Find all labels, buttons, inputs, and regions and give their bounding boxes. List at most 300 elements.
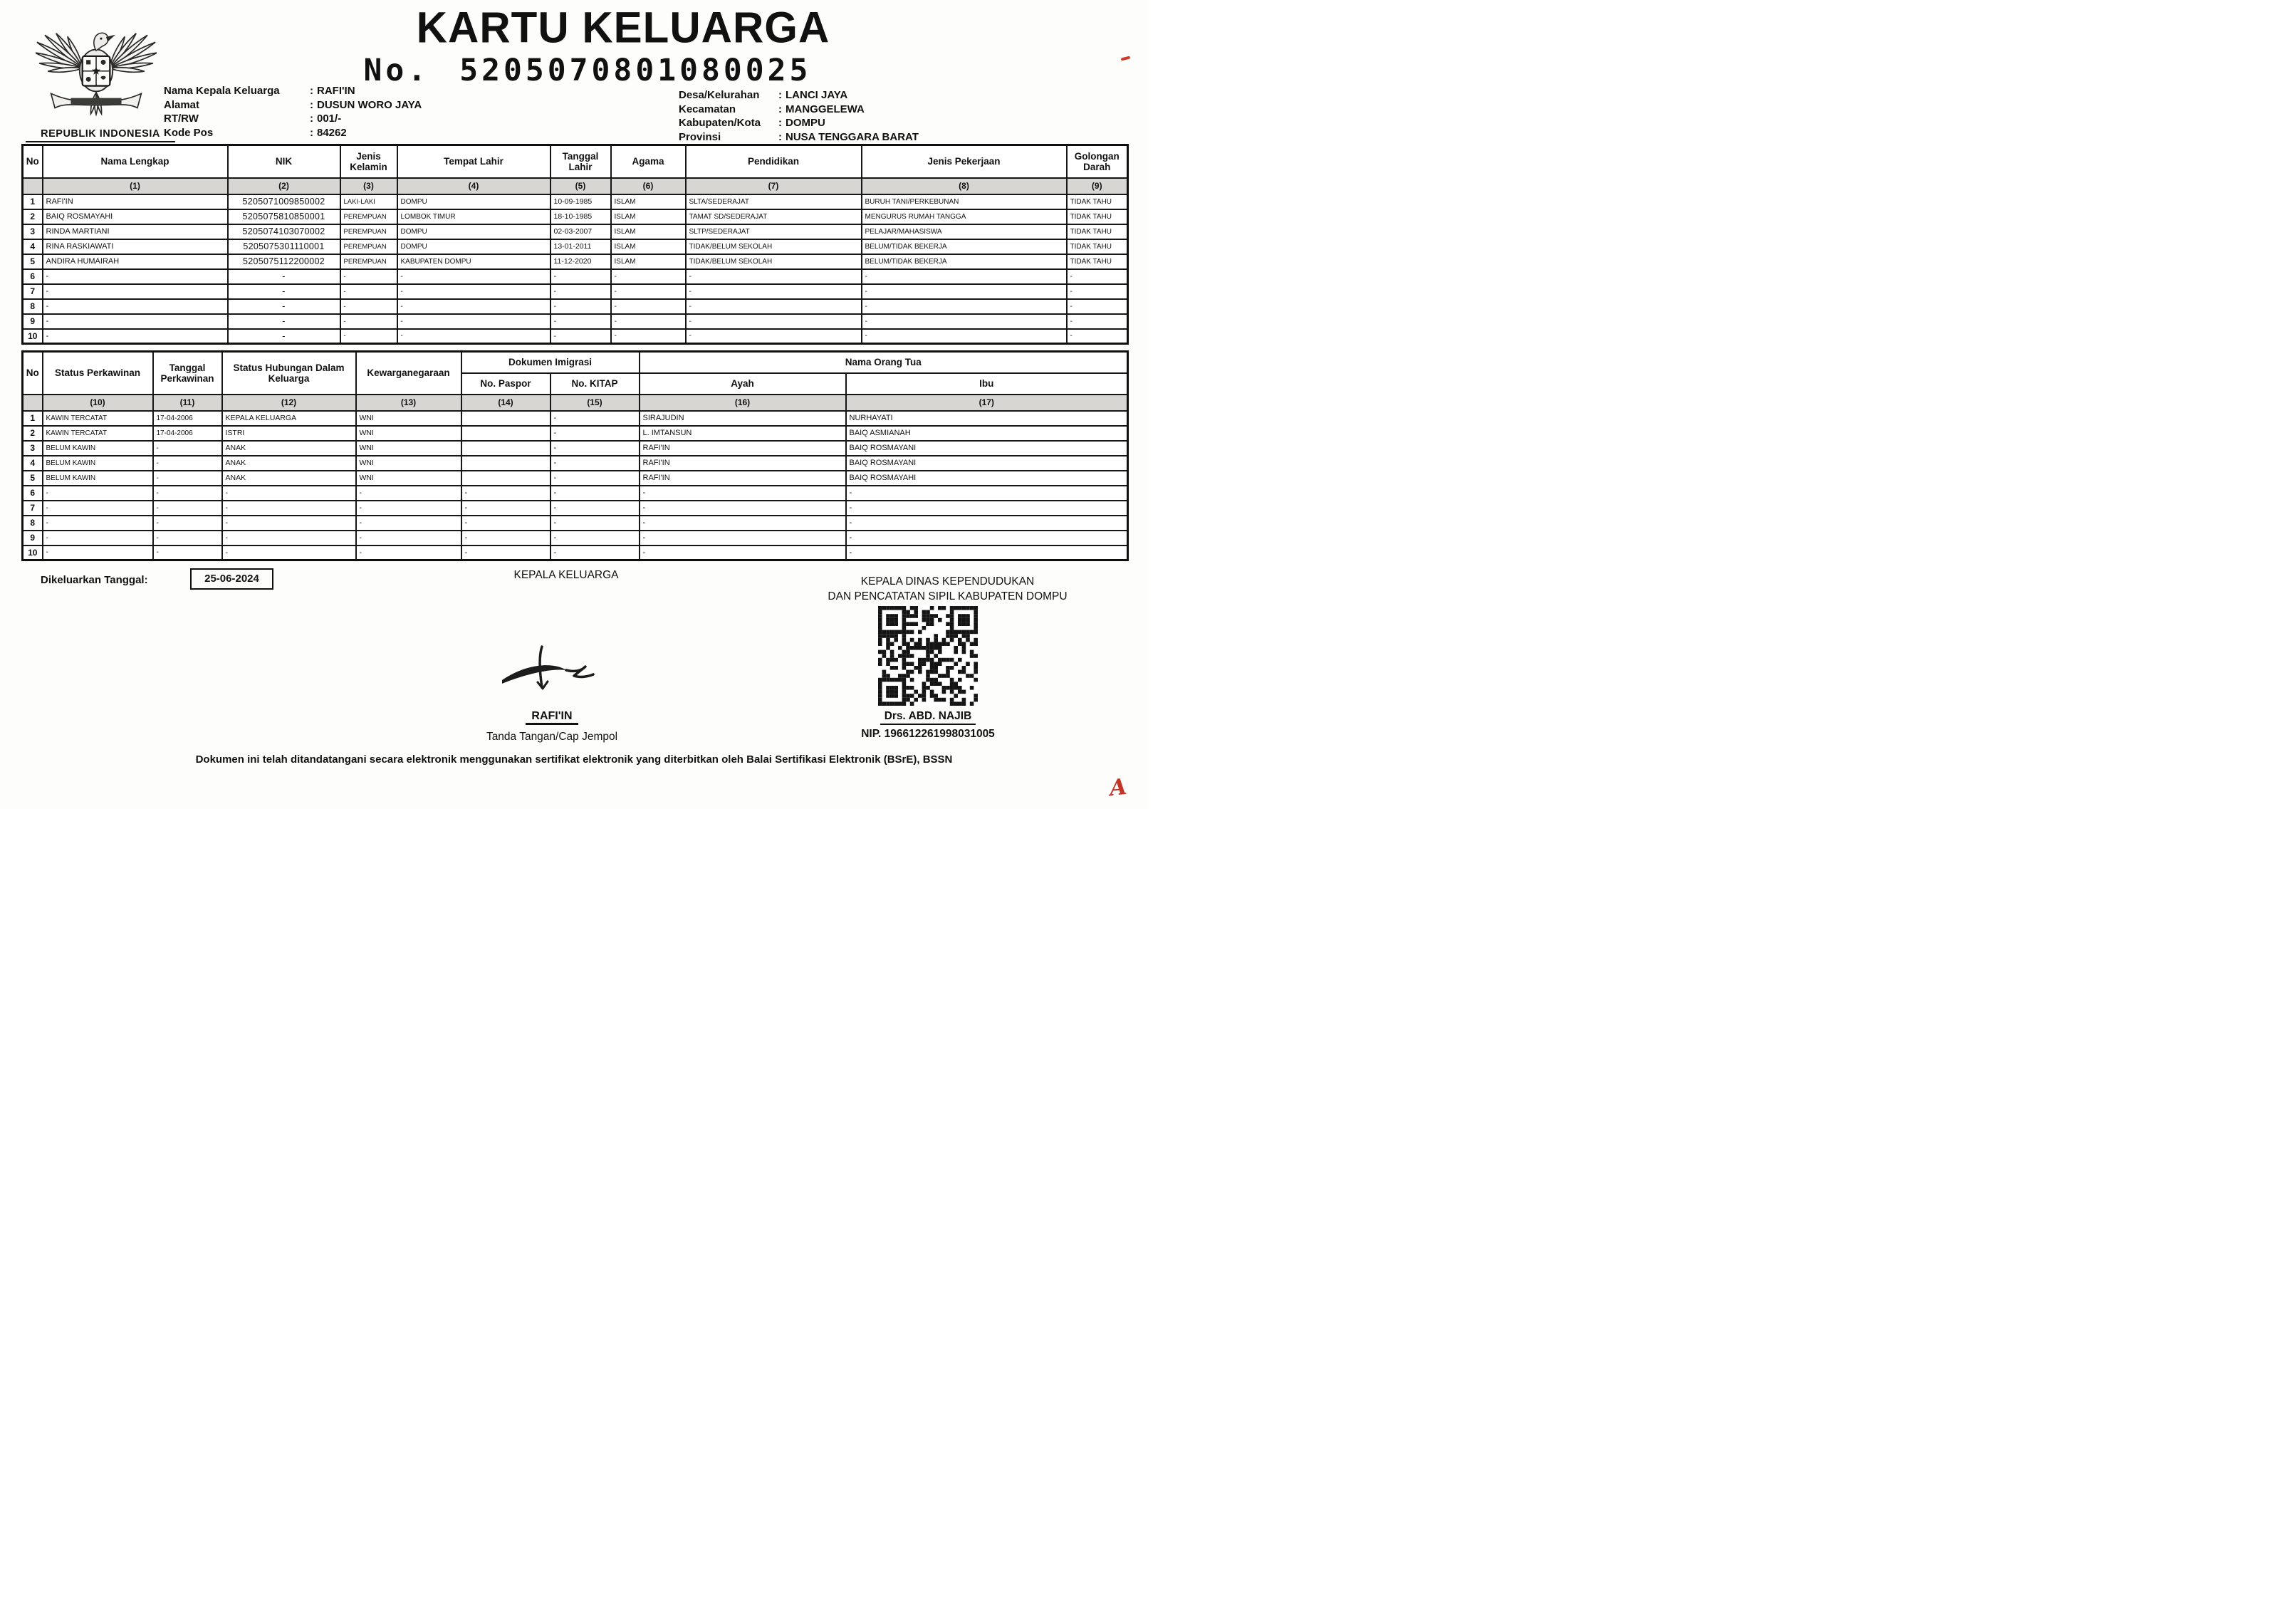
table-cell: - xyxy=(846,546,1128,560)
column-number-cell: (6) xyxy=(611,178,686,194)
table-row xyxy=(23,441,1128,456)
official-title-line1: KEPALA DINAS KEPENDUDUKAN xyxy=(860,575,1035,588)
info-label: Desa/Kelurahan xyxy=(679,89,760,101)
table-cell: PEREMPUAN xyxy=(340,224,397,239)
table-cell: - xyxy=(640,516,846,531)
table-row xyxy=(23,299,1128,314)
table-row xyxy=(23,284,1128,299)
column-number-cell: (3) xyxy=(340,178,397,194)
column-number-row xyxy=(23,178,1128,194)
table-cell: - xyxy=(340,314,397,329)
table-cell: - xyxy=(846,516,1128,531)
table-cell: - xyxy=(153,501,222,516)
table-cell: - xyxy=(153,441,222,456)
official-title xyxy=(753,574,1142,604)
table-cell: - xyxy=(550,329,611,344)
table-cell: - xyxy=(1067,299,1128,314)
official-name xyxy=(762,710,1094,723)
page-title: KARTU KELUARGA xyxy=(416,3,830,52)
table-cell: KAWIN TERCATAT xyxy=(43,426,153,441)
household-info-block xyxy=(164,84,422,140)
column-number-cell: (11) xyxy=(153,395,222,411)
info-value: LANCI JAYA xyxy=(786,89,848,101)
table-cell: - xyxy=(550,284,611,299)
table-cell: - xyxy=(228,314,340,329)
column-number-cell: (17) xyxy=(846,395,1128,411)
table-cell: TIDAK/BELUM SEKOLAH xyxy=(686,239,862,254)
table-cell: - xyxy=(862,269,1067,284)
table-cell: 5205075112200002 xyxy=(228,254,340,269)
table-row xyxy=(23,269,1128,284)
table-cell: 10 xyxy=(23,329,43,344)
official-name-text: Drs. ABD. NAJIB xyxy=(880,710,976,725)
table-cell: - xyxy=(1067,329,1128,344)
info-value: DOMPU xyxy=(786,117,825,129)
column-number-cell: (8) xyxy=(862,178,1067,194)
table-cell: BAIQ ROSMAYAHI xyxy=(43,209,228,224)
table-cell: 2 xyxy=(23,426,43,441)
info-row xyxy=(679,130,919,145)
col-no-kitap: No. KITAP xyxy=(550,373,640,395)
table-cell: PELAJAR/MAHASISWA xyxy=(862,224,1067,239)
table-cell: - xyxy=(43,314,228,329)
table-cell: 5205075301110001 xyxy=(228,239,340,254)
table-row xyxy=(23,209,1128,224)
head-of-family-name-text: RAFI'IN xyxy=(526,710,578,725)
garuda-pancasila-emblem xyxy=(36,6,157,125)
table-cell: ANAK xyxy=(222,441,356,456)
table-row xyxy=(23,501,1128,516)
table-cell: LOMBOK TIMUR xyxy=(397,209,550,224)
table-cell: - xyxy=(640,486,846,501)
info-label: Kabupaten/Kota xyxy=(679,117,761,129)
table-cell: - xyxy=(43,329,228,344)
table-cell: - xyxy=(550,546,640,560)
civil-status-table xyxy=(21,350,1129,561)
table-cell: - xyxy=(461,531,550,546)
col-no: No xyxy=(23,352,43,395)
table-cell: - xyxy=(153,486,222,501)
table-cell: BELUM KAWIN xyxy=(43,471,153,486)
table-cell: - xyxy=(356,501,461,516)
table-cell: BELUM/TIDAK BEKERJA xyxy=(862,254,1067,269)
table-cell: - xyxy=(222,531,356,546)
table-cell: 2 xyxy=(23,209,43,224)
column-number-cell: (10) xyxy=(43,395,153,411)
table-cell: - xyxy=(846,501,1128,516)
document-number-label: No. xyxy=(363,53,430,88)
table-cell: - xyxy=(686,299,862,314)
table-cell: ANDIRA HUMAIRAH xyxy=(43,254,228,269)
table-cell: BAIQ ASMIANAH xyxy=(846,426,1128,441)
info-value: NUSA TENGGARA BARAT xyxy=(786,130,919,143)
official-nip: NIP. 196612261998031005 xyxy=(861,728,995,740)
signature-caption: Tanda Tangan/Cap Jempol xyxy=(486,731,618,743)
table-cell: - xyxy=(611,299,686,314)
table-cell: WNI xyxy=(356,411,461,426)
table-cell: MENGURUS RUMAH TANGGA xyxy=(862,209,1067,224)
col-status-hubungan: Status Hubungan Dalam Keluarga xyxy=(222,352,356,395)
table-cell: 7 xyxy=(23,284,43,299)
table-cell: - xyxy=(611,329,686,344)
info-row xyxy=(679,88,919,103)
table-cell: - xyxy=(153,456,222,471)
issued-date-label: Dikeluarkan Tanggal: xyxy=(41,574,148,586)
info-value: MANGGELEWA xyxy=(786,103,865,115)
table-cell: - xyxy=(550,501,640,516)
table-cell: 1 xyxy=(23,194,43,209)
table-cell: PEREMPUAN xyxy=(340,239,397,254)
colon: : xyxy=(310,98,313,111)
col-tempat-lahir: Tempat Lahir xyxy=(397,145,550,178)
table-cell: NURHAYATI xyxy=(846,411,1128,426)
table-cell: ISLAM xyxy=(611,209,686,224)
table-cell: - xyxy=(862,314,1067,329)
table-cell: - xyxy=(611,314,686,329)
table-cell: - xyxy=(611,284,686,299)
table-cell: 4 xyxy=(23,239,43,254)
info-row xyxy=(679,116,919,130)
table-cell: - xyxy=(397,269,550,284)
table-cell: TAMAT SD/SEDERAJAT xyxy=(686,209,862,224)
table-cell: KABUPATEN DOMPU xyxy=(397,254,550,269)
column-number-cell xyxy=(23,395,43,411)
head-of-family-title: KEPALA KELUARGA xyxy=(513,569,619,581)
table-cell: - xyxy=(461,501,550,516)
col-no-paspor: No. Paspor xyxy=(461,373,550,395)
info-value: RAFI'IN xyxy=(317,85,355,97)
column-number-cell: (16) xyxy=(640,395,846,411)
table-row xyxy=(23,456,1128,471)
table-cell: 17-04-2006 xyxy=(153,411,222,426)
head-of-family-name xyxy=(385,710,719,723)
table-cell: - xyxy=(397,299,550,314)
table-cell: BELUM/TIDAK BEKERJA xyxy=(862,239,1067,254)
table-cell: DOMPU xyxy=(397,239,550,254)
info-row xyxy=(679,103,919,117)
table-cell: - xyxy=(640,501,846,516)
table-row xyxy=(23,411,1128,426)
column-number-cell: (1) xyxy=(43,178,228,194)
col-ayah: Ayah xyxy=(640,373,846,395)
table-row xyxy=(23,471,1128,486)
colon: : xyxy=(310,126,313,139)
table-row xyxy=(23,224,1128,239)
col-jenis-pekerjaan: Jenis Pekerjaan xyxy=(862,145,1067,178)
table-cell: - xyxy=(640,531,846,546)
table-cell: - xyxy=(550,269,611,284)
table-cell: WNI xyxy=(356,441,461,456)
table-cell: 5 xyxy=(23,471,43,486)
table-cell: RAFI'IN xyxy=(640,441,846,456)
col-nama-orang-tua: Nama Orang Tua xyxy=(640,352,1128,373)
qr-code xyxy=(878,606,978,706)
col-dokumen-imigrasi: Dokumen Imigrasi xyxy=(461,352,640,373)
table-cell: - xyxy=(43,531,153,546)
table-cell: - xyxy=(686,284,862,299)
table-header-row xyxy=(23,145,1128,178)
table-cell: RINA RASKIAWATI xyxy=(43,239,228,254)
column-number-cell: (12) xyxy=(222,395,356,411)
table-cell: - xyxy=(862,299,1067,314)
table-cell: - xyxy=(43,546,153,560)
table-cell: DOMPU xyxy=(397,224,550,239)
table-cell: BELUM KAWIN xyxy=(43,456,153,471)
table-row xyxy=(23,426,1128,441)
table-cell: - xyxy=(686,314,862,329)
col-tanggal-lahir: Tanggal Lahir xyxy=(550,145,611,178)
info-label: RT/RW xyxy=(164,113,199,125)
red-pen-tick-mark xyxy=(1121,56,1131,61)
table-cell: - xyxy=(222,486,356,501)
column-number-row xyxy=(23,395,1128,411)
table-cell: - xyxy=(356,516,461,531)
col-agama: Agama xyxy=(611,145,686,178)
table-cell: 18-10-1985 xyxy=(550,209,611,224)
table-cell: - xyxy=(550,516,640,531)
table-cell: 8 xyxy=(23,299,43,314)
table-cell xyxy=(461,441,550,456)
table-cell: BURUH TANI/PERKEBUNAN xyxy=(862,194,1067,209)
table-cell: - xyxy=(461,486,550,501)
column-number-cell: (4) xyxy=(397,178,550,194)
table-cell: 1 xyxy=(23,411,43,426)
table-cell: - xyxy=(43,516,153,531)
document-number: 5205070801080025 xyxy=(459,53,812,88)
table-cell: - xyxy=(356,531,461,546)
table-cell: LAKI-LAKI xyxy=(340,194,397,209)
table-cell: WNI xyxy=(356,426,461,441)
table-cell: ISLAM xyxy=(611,194,686,209)
table-cell: - xyxy=(461,516,550,531)
table-cell: - xyxy=(862,329,1067,344)
table-cell xyxy=(461,471,550,486)
col-nama-lengkap: Nama Lengkap xyxy=(43,145,228,178)
info-row xyxy=(164,98,422,113)
table-cell: - xyxy=(550,531,640,546)
column-number-cell: (7) xyxy=(686,178,862,194)
table-cell: - xyxy=(43,284,228,299)
table-cell: - xyxy=(1067,314,1128,329)
info-label: Kode Pos xyxy=(164,126,214,139)
table-cell: 11-12-2020 xyxy=(550,254,611,269)
table-cell: RAFI'IN xyxy=(43,194,228,209)
table-cell: SIRAJUDIN xyxy=(640,411,846,426)
table-cell: - xyxy=(228,329,340,344)
table-cell: RINDA MARTIANI xyxy=(43,224,228,239)
table-cell xyxy=(461,456,550,471)
table-cell: - xyxy=(43,299,228,314)
red-pen-annotation: A xyxy=(1108,773,1128,802)
table-cell: 17-04-2006 xyxy=(153,426,222,441)
info-value: DUSUN WORO JAYA xyxy=(317,98,422,111)
info-label: Nama Kepala Keluarga xyxy=(164,85,280,97)
info-row xyxy=(164,84,422,98)
column-number-cell: (9) xyxy=(1067,178,1128,194)
table-cell: - xyxy=(43,501,153,516)
table-cell: - xyxy=(228,284,340,299)
table-cell: 8 xyxy=(23,516,43,531)
table-cell: - xyxy=(862,284,1067,299)
table-cell: 02-03-2007 xyxy=(550,224,611,239)
table-cell: - xyxy=(1067,269,1128,284)
table-cell: BAIQ ROSMAYAHI xyxy=(846,471,1128,486)
table-cell: - xyxy=(686,329,862,344)
info-value: 001/- xyxy=(317,113,342,125)
colon: : xyxy=(310,85,313,97)
table-cell: PEREMPUAN xyxy=(340,209,397,224)
table-cell: 3 xyxy=(23,441,43,456)
table-cell: ISLAM xyxy=(611,254,686,269)
column-number-cell: (15) xyxy=(550,395,640,411)
table-cell: ISLAM xyxy=(611,239,686,254)
table-cell: PEREMPUAN xyxy=(340,254,397,269)
table-cell: - xyxy=(611,269,686,284)
table-header-row xyxy=(23,352,1128,373)
table-cell: WNI xyxy=(356,471,461,486)
table-cell: - xyxy=(340,299,397,314)
column-number-cell: (14) xyxy=(461,395,550,411)
col-tanggal-perkawinan: Tanggal Perkawinan xyxy=(153,352,222,395)
kartu-keluarga-document xyxy=(0,0,1148,809)
table-cell: 10-09-1985 xyxy=(550,194,611,209)
table-cell: - xyxy=(43,269,228,284)
table-cell: - xyxy=(550,441,640,456)
table-cell: - xyxy=(397,284,550,299)
colon: : xyxy=(778,117,782,129)
col-ibu: Ibu xyxy=(846,373,1128,395)
table-cell: - xyxy=(222,501,356,516)
table-cell: ANAK xyxy=(222,471,356,486)
col-jenis-kelamin: Jenis Kelamin xyxy=(340,145,397,178)
table-cell: - xyxy=(397,314,550,329)
table-cell: - xyxy=(153,516,222,531)
table-cell: L. IMTANSUN xyxy=(640,426,846,441)
table-cell: - xyxy=(340,284,397,299)
electronic-signature-disclaimer: Dokumen ini telah ditandatangani secara elektronik menggunakan sertifikat elektronik yang diterbitkan oleh Balai Sertifikasi Elektronik (BSrE), BSSN xyxy=(195,753,953,766)
table-cell: - xyxy=(550,456,640,471)
table-row xyxy=(23,329,1128,344)
table-cell: ISLAM xyxy=(611,224,686,239)
col-nik: NIK xyxy=(228,145,340,178)
table-cell: WNI xyxy=(356,456,461,471)
table-cell: - xyxy=(222,516,356,531)
table-cell: 9 xyxy=(23,314,43,329)
col-no: No xyxy=(23,145,43,178)
table-cell: - xyxy=(228,299,340,314)
info-label: Kecamatan xyxy=(679,103,736,115)
table-cell: 6 xyxy=(23,486,43,501)
table-cell: BAIQ ROSMAYANI xyxy=(846,456,1128,471)
table-cell: 3 xyxy=(23,224,43,239)
table-cell: - xyxy=(222,546,356,560)
column-number-cell: (5) xyxy=(550,178,611,194)
table-cell: 5205074103070002 xyxy=(228,224,340,239)
table-row xyxy=(23,194,1128,209)
table-cell: - xyxy=(356,546,461,560)
table-row xyxy=(23,531,1128,546)
table-cell xyxy=(461,411,550,426)
table-cell: SLTA/SEDERAJAT xyxy=(686,194,862,209)
table-row xyxy=(23,546,1128,560)
col-pendidikan: Pendidikan xyxy=(686,145,862,178)
table-cell: 4 xyxy=(23,456,43,471)
info-label: Provinsi xyxy=(679,130,721,143)
table-cell: - xyxy=(397,329,550,344)
info-row xyxy=(164,126,422,140)
colon: : xyxy=(778,130,782,143)
table-cell: - xyxy=(686,269,862,284)
col-kewarganegaraan: Kewarganegaraan xyxy=(356,352,461,395)
col-status-perkawinan: Status Perkawinan xyxy=(43,352,153,395)
table-cell: TIDAK TAHU xyxy=(1067,209,1128,224)
emblem-caption: REPUBLIK INDONESIA xyxy=(26,128,175,142)
col-golongan-darah: Golongan Darah xyxy=(1067,145,1128,178)
table-cell: 5205071009850002 xyxy=(228,194,340,209)
table-cell: - xyxy=(846,486,1128,501)
column-number-cell: (2) xyxy=(228,178,340,194)
table-cell: - xyxy=(153,531,222,546)
table-cell: BELUM KAWIN xyxy=(43,441,153,456)
table-cell: 6 xyxy=(23,269,43,284)
table-cell: 9 xyxy=(23,531,43,546)
table-cell: - xyxy=(461,546,550,560)
table-cell: ANAK xyxy=(222,456,356,471)
table-cell: - xyxy=(640,546,846,560)
document-number-line xyxy=(178,53,997,88)
table-cell: KAWIN TERCATAT xyxy=(43,411,153,426)
table-cell: - xyxy=(1067,284,1128,299)
table-cell: 13-01-2011 xyxy=(550,239,611,254)
table-cell: BAIQ ROSMAYANI xyxy=(846,441,1128,456)
table-cell: - xyxy=(228,269,340,284)
colon: : xyxy=(778,103,782,115)
table-cell: - xyxy=(550,426,640,441)
table-cell: KEPALA KELUARGA xyxy=(222,411,356,426)
table-cell: TIDAK TAHU xyxy=(1067,239,1128,254)
table-cell: - xyxy=(550,299,611,314)
info-row xyxy=(164,112,422,126)
table-row xyxy=(23,314,1128,329)
signature-scribble xyxy=(495,643,623,706)
column-number-cell: (13) xyxy=(356,395,461,411)
table-cell: 10 xyxy=(23,546,43,560)
table-cell xyxy=(461,426,550,441)
table-cell: - xyxy=(153,471,222,486)
table-cell: TIDAK/BELUM SEKOLAH xyxy=(686,254,862,269)
column-number-cell xyxy=(23,178,43,194)
colon: : xyxy=(778,89,782,101)
table-cell: 5 xyxy=(23,254,43,269)
info-value: 84262 xyxy=(317,126,347,139)
info-label: Alamat xyxy=(164,98,200,111)
table-cell: - xyxy=(43,486,153,501)
table-row xyxy=(23,239,1128,254)
table-row xyxy=(23,486,1128,501)
table-row xyxy=(23,516,1128,531)
table-cell: RAFI'IN xyxy=(640,471,846,486)
table-cell: - xyxy=(356,486,461,501)
table-cell: 7 xyxy=(23,501,43,516)
table-cell: - xyxy=(153,546,222,560)
table-cell: SLTP/SEDERAJAT xyxy=(686,224,862,239)
official-title-line2: DAN PENCATATAN SIPIL KABUPATEN DOMPU xyxy=(828,590,1068,602)
table-cell: - xyxy=(550,314,611,329)
table-row xyxy=(23,254,1128,269)
table-cell: TIDAK TAHU xyxy=(1067,254,1128,269)
table-cell: - xyxy=(340,269,397,284)
table-cell: DOMPU xyxy=(397,194,550,209)
